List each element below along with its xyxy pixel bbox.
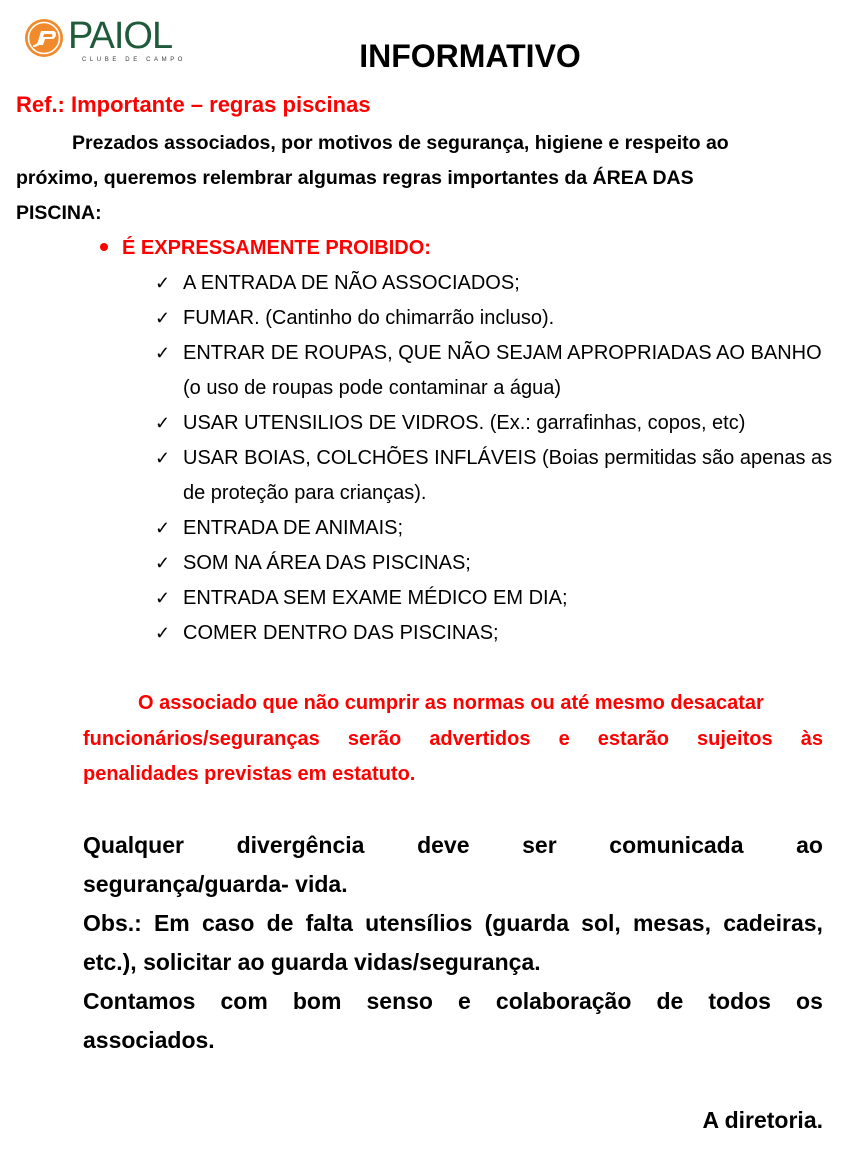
word: às — [800, 727, 823, 750]
word: de — [266, 910, 294, 936]
obs-line: etc.), solicitar ao guarda vidas/segurança. — [83, 949, 541, 975]
checkmark-icon: ✓ — [155, 623, 171, 643]
list-item-text: FUMAR. (Cantinho do chimarrão incluso). — [183, 307, 555, 329]
word: caso — [201, 910, 255, 936]
checkmark-icon: ✓ — [155, 518, 171, 538]
warning-line: penalidades previstas em estatuto. — [83, 763, 416, 785]
word: cadeiras, — [723, 910, 823, 936]
checkmark-icon: ✓ — [155, 343, 171, 363]
word: Contamos — [83, 988, 196, 1014]
closing-line: segurança/guarda- vida. — [83, 871, 348, 897]
list-item — [155, 266, 865, 301]
word: Obs.: — [83, 910, 142, 936]
closing-line-justified — [83, 982, 823, 1021]
reference-line: Ref.: Importante – regras piscinas — [16, 92, 371, 117]
warning-paragraph — [83, 686, 823, 793]
warning-line: O associado que não cumprir as normas ou até mesmo desacatar — [138, 692, 764, 714]
list-item — [155, 616, 865, 651]
logo-subtitle: CLUBE DE CAMPO — [82, 57, 187, 63]
signature: A diretoria. — [702, 1107, 823, 1133]
intro-line: Prezados associados, por motivos de segurança, higiene e respeito ao — [72, 132, 729, 154]
closing-line-justified — [83, 826, 823, 865]
list-item — [155, 511, 865, 546]
word: Qualquer — [83, 832, 184, 858]
list-item — [155, 301, 865, 336]
word: colaboração — [495, 988, 632, 1014]
prohibited-list — [155, 266, 865, 651]
word: sol, — [581, 910, 621, 936]
word: bom — [292, 988, 342, 1014]
warning-line-justified — [83, 722, 823, 758]
obs-line-justified — [83, 904, 823, 943]
checkmark-icon: ✓ — [155, 413, 171, 433]
list-item-text: ENTRADA DE ANIMAIS; — [183, 517, 404, 539]
list-item — [155, 581, 865, 616]
checkmark-icon: ✓ — [155, 553, 171, 573]
word: Em — [153, 910, 190, 936]
intro-line: PISCINA: — [16, 202, 102, 224]
list-item — [155, 336, 865, 406]
list-item-text: COMER DENTRO DAS PISCINAS; — [183, 622, 499, 644]
closing-paragraphs — [83, 826, 823, 1060]
list-item-text: ENTRAR DE ROUPAS, QUE NÃO SEJAM APROPRIADAS AO BANHO — [183, 342, 822, 364]
word: funcionários/seguranças — [83, 727, 320, 750]
word: (guarda — [484, 910, 569, 936]
word: com — [220, 988, 268, 1014]
word: utensílios — [365, 910, 473, 936]
list-item — [155, 406, 865, 441]
logo-wordmark: PAIOL — [68, 15, 173, 57]
list-item-continuation: (o uso de roupas pode contaminar a água) — [183, 377, 562, 399]
closing-line: associados. — [83, 1027, 215, 1053]
word: todos — [708, 988, 771, 1014]
word: sujeitos — [697, 727, 773, 750]
list-item-text: SOM NA ÁREA DAS PISCINAS; — [183, 552, 471, 574]
page-title: INFORMATIVO — [359, 38, 581, 74]
list-item-text: USAR UTENSILIOS DE VIDROS. (Ex.: garrafinhas, copos, etc) — [183, 412, 746, 434]
word: de — [656, 988, 684, 1014]
list-item-text: A ENTRADA DE NÃO ASSOCIADOS; — [183, 272, 520, 294]
word: e — [558, 727, 570, 750]
word: serão — [347, 727, 402, 750]
intro-line: próximo, queremos relembrar algumas regras importantes da ÁREA DAS — [16, 167, 694, 189]
word: divergência — [236, 832, 365, 858]
checkmark-icon: ✓ — [155, 308, 171, 328]
word: deve — [417, 832, 470, 858]
bullet-dot-icon — [100, 243, 108, 251]
word: ser — [522, 832, 557, 858]
word: falta — [305, 910, 353, 936]
word: ao — [796, 832, 823, 858]
word: mesas, — [632, 910, 711, 936]
checkmark-icon: ✓ — [155, 588, 171, 608]
word: comunicada — [609, 832, 744, 858]
word: os — [796, 988, 823, 1014]
list-item — [155, 441, 865, 511]
list-item-continuation: de proteção para crianças). — [183, 482, 427, 504]
word: e — [458, 988, 471, 1014]
word: senso — [366, 988, 433, 1014]
word: estarão — [597, 727, 669, 750]
prohibited-heading — [100, 232, 431, 264]
list-item-text: ENTRADA SEM EXAME MÉDICO EM DIA; — [183, 587, 568, 609]
checkmark-icon: ✓ — [155, 448, 171, 468]
list-item — [155, 546, 865, 581]
intro-paragraph — [16, 126, 816, 231]
checkmark-icon: ✓ — [155, 273, 171, 293]
list-item-text: USAR BOIAS, COLCHÕES INFLÁVEIS (Boias permitidas são apenas as — [183, 447, 833, 469]
word: advertidos — [429, 727, 531, 750]
prohibited-heading-text: É EXPRESSAMENTE PROIBIDO: — [122, 237, 431, 259]
